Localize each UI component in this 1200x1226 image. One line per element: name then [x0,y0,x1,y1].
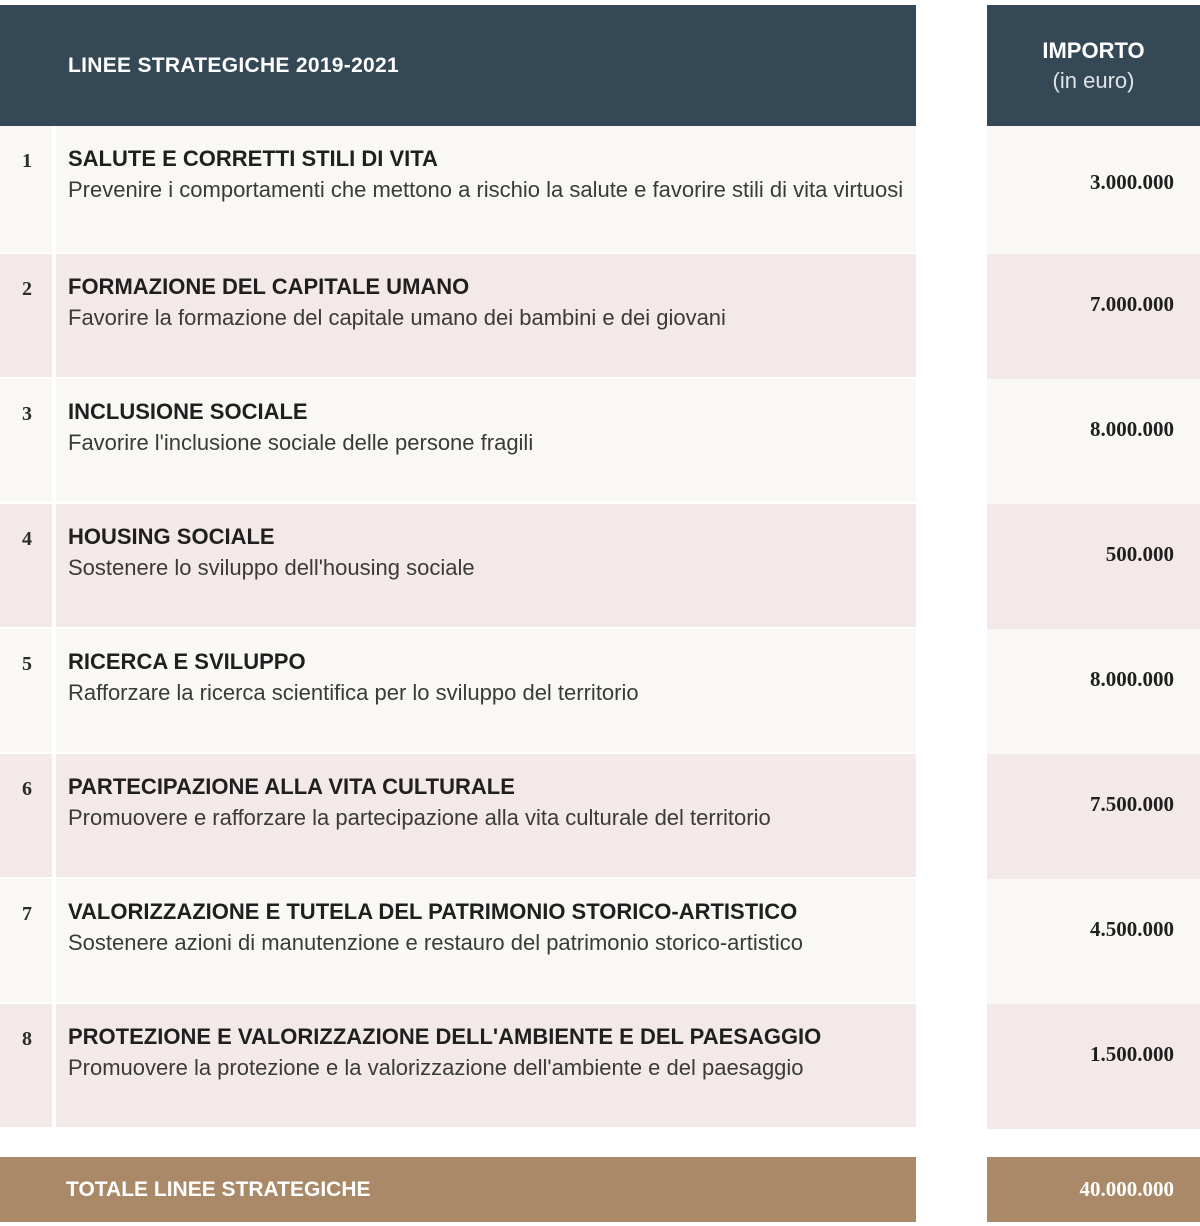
row-amount: 8.000.000 [1090,417,1174,441]
row-number: 3 [22,403,32,425]
header-amount-title: IMPORTO [1042,37,1145,63]
row-title: SALUTE E CORRETTI STILI DI VITA [68,146,438,171]
table-row [0,754,1200,879]
row-number: 1 [22,150,32,172]
row-number: 5 [22,653,32,675]
total-label: TOTALE LINEE STRATEGICHE [66,1177,371,1201]
row-title: FORMAZIONE DEL CAPITALE UMANO [68,274,470,299]
row-number: 8 [22,1028,32,1050]
row-description: Rafforzare la ricerca scientifica per lo sviluppo del territorio [68,680,639,705]
total-amount: 40.000.000 [1079,1177,1174,1201]
table-row [0,254,1200,379]
table-row [0,879,1200,1004]
total-amount-cell [987,1157,1200,1222]
row-description: Sostenere lo sviluppo dell'housing sociale [68,555,475,580]
row-description: Promuovere la protezione e la valorizzazione dell'ambiente e del paesaggio [68,1055,804,1080]
table-row [0,126,1200,254]
row-title: VALORIZZAZIONE E TUTELA DEL PATRIMONIO STORICO-ARTISTICO [68,899,798,924]
row-title: PROTEZIONE E VALORIZZAZIONE DELL'AMBIENTE E DEL PAESAGGIO [68,1024,822,1049]
row-title: INCLUSIONE SOCIALE [68,399,308,424]
row-description: Sostenere azioni di manutenzione e restauro del patrimonio storico-artistico [68,930,803,955]
row-amount: 4.500.000 [1090,917,1174,941]
table-row [0,629,1200,754]
table-row [0,504,1200,629]
row-amount: 8.000.000 [1090,667,1174,691]
row-description: Favorire l'inclusione sociale delle persone fragili [68,430,534,455]
row-description: Promuovere e rafforzare la partecipazione alla vita culturale del territorio [68,805,771,830]
row-amount: 7.500.000 [1090,792,1174,816]
row-description: Prevenire i comportamenti che mettono a rischio la salute e favorire stili di vita virtuosi [68,177,904,202]
header-title-cell [0,5,916,126]
row-title: RICERCA E SVILUPPO [68,649,306,674]
row-title: PARTECIPAZIONE ALLA VITA CULTURALE [68,774,515,799]
header-title: LINEE STRATEGICHE 2019-2021 [68,53,399,77]
row-description: Favorire la formazione del capitale umano dei bambini e dei giovani [68,305,726,330]
row-number: 2 [22,278,32,300]
total-label-cell [0,1157,916,1222]
row-amount: 500.000 [1105,542,1174,566]
table-body [0,126,1200,1129]
row-amount: 1.500.000 [1090,1042,1174,1066]
row-number: 7 [22,903,32,925]
table-row [0,379,1200,504]
row-amount: 7.000.000 [1090,292,1174,316]
row-number: 6 [22,778,32,800]
header-amount-subtitle: (in euro) [1052,67,1135,93]
header-amount-cell [987,5,1200,126]
table-row [0,1004,1200,1129]
row-number: 4 [22,528,32,550]
row-title: HOUSING SOCIALE [68,524,275,549]
row-amount: 3.000.000 [1090,170,1174,194]
